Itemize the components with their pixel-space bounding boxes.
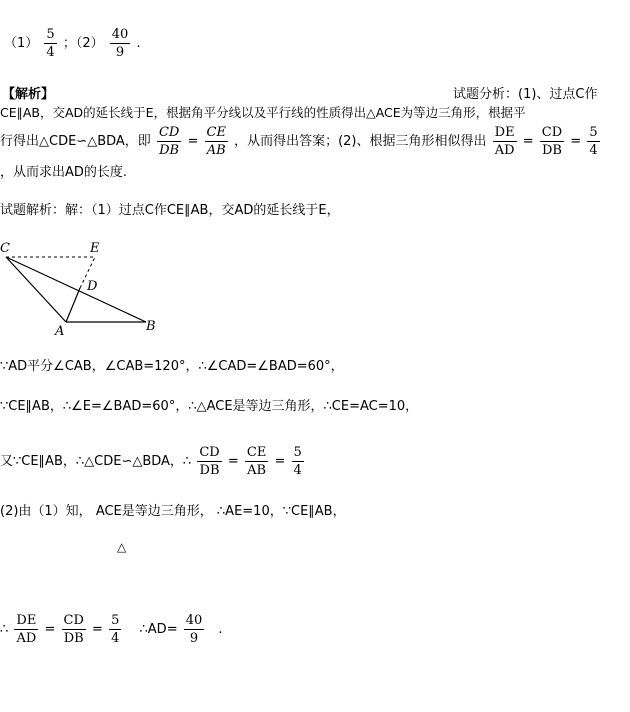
equals-sign: =	[44, 622, 56, 637]
analysis-line3-text-a: 行得出△CDE∽△BDA，即	[0, 134, 151, 149]
fraction-5-4-2	[292, 444, 304, 479]
numerator: CE	[206, 125, 226, 140]
fraction-cd-db-4	[62, 612, 86, 647]
analysis-line3	[0, 124, 602, 159]
equals-sign: =	[522, 134, 534, 149]
denominator: DB	[199, 463, 220, 478]
solution-step2: ∵CE∥AB，∴∠E=∠BAD=60°，∴△ACE是等边三角形，∴CE=AC=10，	[0, 399, 419, 414]
fraction-40-9	[184, 612, 205, 647]
denominator: 4	[46, 45, 55, 60]
fraction-5-4	[587, 124, 599, 159]
analysis-heading: 【解析】	[2, 87, 55, 102]
equals-sign: =	[274, 454, 286, 469]
fraction-5-4-3	[109, 612, 121, 647]
label-d: D	[87, 279, 98, 294]
denominator: 9	[115, 45, 125, 60]
fraction-cd-db	[157, 124, 181, 159]
denominator: 9	[189, 631, 199, 646]
fraction-de-ad	[493, 124, 517, 159]
label-b: B	[146, 319, 156, 334]
answer-part1-label: （1）	[4, 36, 39, 51]
analysis-line3-text-b: ，从而得出答案；(2)、根据三角形相似得出	[234, 134, 487, 149]
fraction-cd-db-3	[197, 444, 221, 479]
analysis-intro: 试题分析：(1)、过点C作	[453, 87, 598, 102]
solution-step4: (2)由（1）知， ACE是等边三角形， ∴AE=10，∵CE∥AB，	[0, 504, 346, 519]
fraction-ce-ab-2	[245, 444, 268, 479]
numerator: CE	[246, 445, 267, 460]
analysis-line2: CE∥AB，交AD的延长线于E，根据角平分线以及平行线的性质得出△ACE为等边三角形，根据平	[0, 105, 526, 120]
equals-sign: =	[227, 454, 239, 469]
solution-step5	[0, 612, 223, 647]
denominator: 4	[293, 463, 302, 478]
denominator: DB	[63, 631, 84, 646]
denominator: AD	[494, 143, 515, 158]
label-c: C	[0, 241, 10, 256]
numerator: DE	[16, 613, 37, 628]
denominator: DB	[541, 143, 562, 158]
segment-cb	[6, 257, 146, 322]
denominator: AD	[16, 631, 37, 646]
numerator: CD	[541, 125, 563, 140]
fraction-ce-ab	[205, 124, 228, 159]
numerator: 5	[46, 27, 55, 42]
numerator: DE	[494, 125, 515, 140]
numerator: 5	[589, 125, 598, 140]
answer-line	[4, 26, 141, 61]
solution-step1: ∵AD平分∠CAB，∠CAB=120°，∴∠CAD=∠BAD=60°，	[0, 359, 344, 374]
ad-equals-text: ∴AD=	[139, 622, 178, 637]
numerator: 40	[111, 27, 129, 42]
segment-ca	[6, 257, 66, 322]
numerator: 5	[111, 613, 120, 628]
geometry-diagram	[0, 238, 170, 338]
answer-part1-fraction	[44, 26, 56, 61]
equals-sign: =	[570, 134, 582, 149]
denominator: AB	[206, 143, 226, 158]
analysis-line4: ，从而求出AD的长度.	[0, 165, 128, 180]
solution-line1: 试题解析：解：（1）过点C作CE∥AB，交AD的延长线于E，	[0, 203, 340, 218]
answer-part2-fraction	[110, 26, 131, 61]
numerator: CD	[158, 125, 180, 140]
numerator: CD	[199, 445, 220, 460]
solution-step3-text: 又∵CE∥AB，∴△CDE∽△BDA，∴	[0, 454, 192, 469]
denominator: 4	[589, 143, 598, 158]
denominator: DB	[159, 143, 180, 158]
numerator: CD	[63, 613, 84, 628]
label-a: A	[55, 324, 65, 338]
solution-step3	[0, 444, 306, 479]
answer-end: .	[136, 36, 141, 51]
numerator: 40	[185, 613, 203, 628]
denominator: 4	[111, 631, 120, 646]
fraction-de-ad-2	[14, 612, 38, 647]
triangle-glyph: △	[117, 540, 127, 554]
equals-sign: =	[92, 622, 103, 637]
answer-separator: ；（2）	[62, 36, 104, 51]
denominator: AB	[247, 463, 267, 478]
end-period: .	[218, 622, 223, 637]
therefore-symbol: ∴	[0, 622, 9, 637]
fraction-cd-db-2	[540, 124, 564, 159]
equals-sign: =	[187, 134, 199, 149]
numerator: 5	[293, 445, 302, 460]
segment-ad	[66, 288, 80, 322]
label-e: E	[90, 241, 100, 256]
